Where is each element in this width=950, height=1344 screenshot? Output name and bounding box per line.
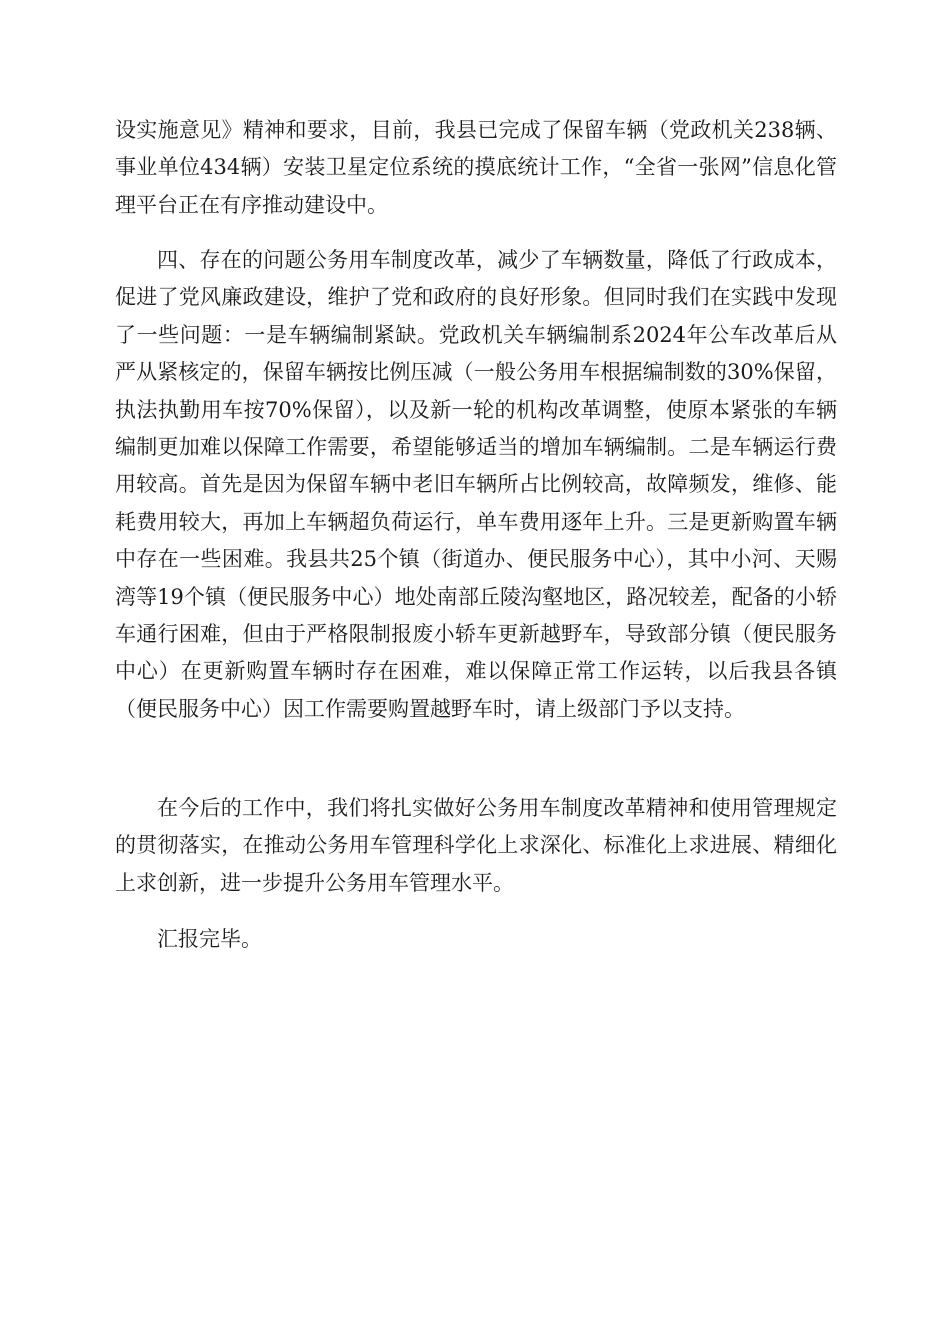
paragraph-continuation — [115, 112, 837, 224]
paragraph-1-text: 设实施意见》精神和要求，目前，我县已完成了保留车辆（党政机关238辆、事业单位434辆）安装卫星定位系统的摸底统计工作，“全省一张网”信息化管理平台正在有序推动建设中。 — [115, 118, 837, 217]
paragraph-problems — [115, 242, 837, 728]
paragraph-2-text: 四、存在的问题公务用车制度改革，减少了车辆数量，降低了行政成本，促进了党风廉政建设，维护了党和政府的良好形象。但同时我们在实践中发现了一些问题：一是车辆编制紧缺。党政机关车辆编制系2024年公车改革后从严从紧核定的，保留车辆按比例压减（一般公务用车根据编制数的30%保留，执法执勤用车按70%保留），以及新一轮的机构改革调整，使原本紧张的车辆编制更加难以保障工作需要，希望能够适当的增加车辆编制。二是车辆运行费用较高。首先是因为保留车辆中老旧车辆所占比例较高，故障频发，维修、能耗费用较大，再加上车辆超负荷运行，单车费用逐年上升。三是更新购置车辆中存在一些困难。我县共25个镇（街道办、便民服务中心），其中小河、天赐湾等19个镇（便民服务中心）地处南部丘陵沟壑地区，路况较差，配备的小轿车通行困难，但由于严格限制报废小轿车更新越野车，导致部分镇（便民服务中心）在更新购置车辆时存在困难，难以保障正常工作运转，以后我县各镇（便民服务中心）因工作需要购置越野车时，请上级部门予以支持。 — [115, 248, 837, 721]
paragraph-4-text: 汇报完毕。 — [157, 927, 262, 951]
paragraph-3-text: 在今后的工作中，我们将扎实做好公务用车制度改革精神和使用管理规定的贯彻落实，在推动公务用车管理科学化上求深化、标准化上求进展、精细化上求创新，进一步提升公务用车管理水平。 — [115, 796, 837, 895]
paragraph-closing — [115, 921, 837, 958]
paragraph-future-work — [115, 790, 837, 902]
